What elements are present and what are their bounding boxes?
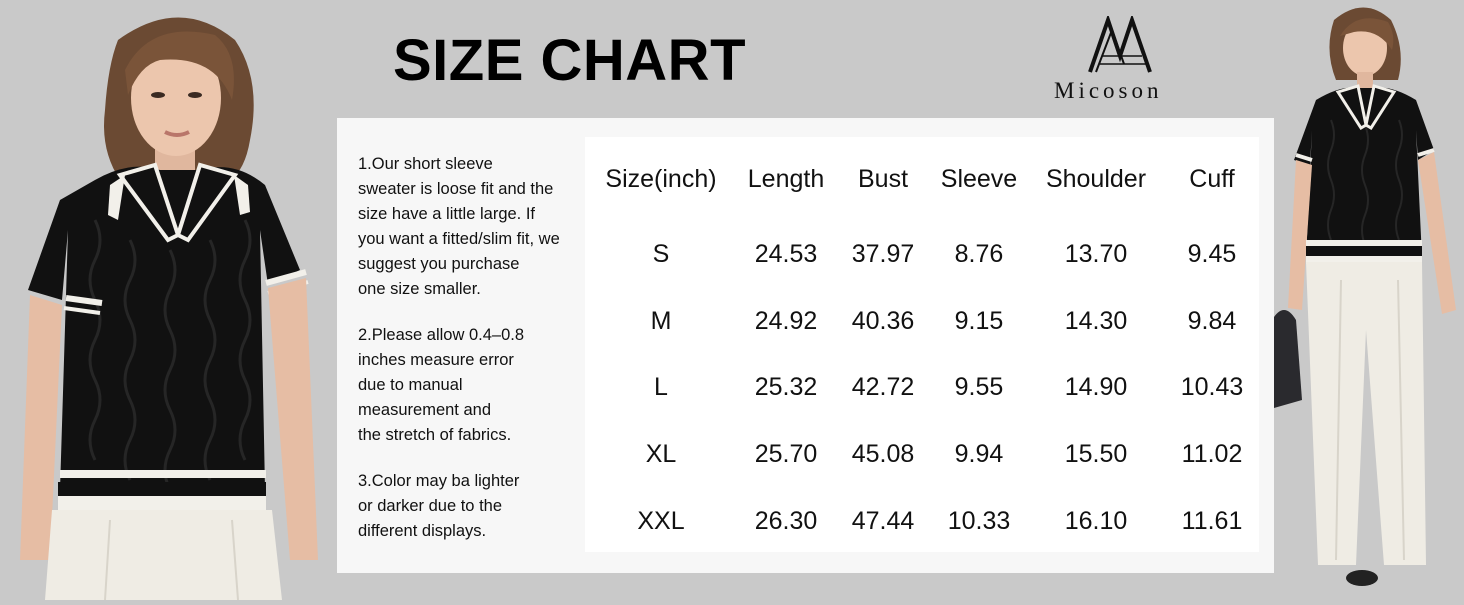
size-table — [585, 137, 1259, 554]
table-header-row — [585, 137, 1259, 221]
cell-bust: 45.08 — [851, 439, 915, 468]
table-row — [585, 221, 1259, 288]
note-line: suggest you purchase — [358, 255, 520, 273]
table-row — [585, 288, 1259, 355]
cell-shoulder: 14.90 — [1064, 373, 1128, 402]
cell-shoulder: 14.30 — [1064, 306, 1128, 335]
note-line: 1.Our short sleeve — [358, 155, 493, 173]
header-size: Size(inch) — [605, 164, 717, 193]
cell-sleeve: 10.33 — [947, 506, 1011, 535]
note-line: due to manual — [358, 376, 463, 394]
table-row — [585, 354, 1259, 421]
note-line: or darker due to the — [358, 497, 503, 515]
note-line: measurement and — [358, 401, 491, 419]
cell-cuff: 11.61 — [1181, 506, 1243, 535]
sizing-notes — [358, 152, 583, 565]
note-fit — [358, 152, 583, 302]
header-shoulder: Shoulder — [1045, 164, 1147, 193]
note-line: 2.Please allow 0.4–0.8 — [358, 326, 525, 344]
cell-bust: 37.97 — [851, 239, 915, 268]
note-line: one size smaller. — [358, 280, 481, 298]
header-sleeve: Sleeve — [940, 164, 1018, 193]
left-model-image — [0, 0, 330, 600]
cell-bust: 40.36 — [851, 306, 915, 335]
cell-shoulder: 16.10 — [1064, 506, 1128, 535]
cell-shoulder: 13.70 — [1064, 239, 1128, 268]
cell-cuff: 11.02 — [1181, 439, 1243, 468]
cell-sleeve: 9.55 — [954, 373, 1004, 402]
cell-sleeve: 8.76 — [954, 239, 1004, 268]
cell-bust: 47.44 — [851, 506, 915, 535]
header-length: Length — [747, 164, 825, 193]
note-line: 3.Color may ba lighter — [358, 472, 520, 490]
cell-length: 24.92 — [754, 306, 818, 335]
cell-cuff: 9.45 — [1187, 239, 1237, 268]
cell-bust: 42.72 — [851, 373, 915, 402]
cell-sleeve: 9.15 — [954, 306, 1004, 335]
cell-shoulder: 15.50 — [1064, 439, 1128, 468]
size-table-container — [585, 137, 1259, 552]
note-line: different displays. — [358, 522, 487, 540]
brand-name: Micoson — [1054, 78, 1163, 103]
note-line: size have a little large. If — [358, 205, 536, 223]
cell-cuff: 10.43 — [1180, 373, 1244, 402]
cell-size: XL — [645, 439, 677, 468]
cell-size: M — [650, 306, 672, 335]
cell-size: S — [652, 239, 670, 268]
table-row — [585, 488, 1259, 555]
cell-length: 24.53 — [754, 239, 818, 268]
cell-cuff: 9.84 — [1187, 306, 1237, 335]
table-row — [585, 421, 1259, 488]
cell-length: 25.32 — [754, 373, 818, 402]
cell-sleeve: 9.94 — [954, 439, 1004, 468]
note-line: inches measure error — [358, 351, 514, 369]
brand-logo — [1048, 16, 1198, 108]
right-model-image — [1266, 0, 1464, 600]
cell-size: L — [654, 373, 668, 402]
header-bust: Bust — [857, 164, 909, 193]
header-cuff: Cuff — [1189, 164, 1235, 193]
cell-size: XXL — [637, 506, 685, 535]
note-measure-error — [358, 323, 583, 448]
note-line: the stretch of fabrics. — [358, 426, 512, 444]
micoson-logo-icon — [1086, 16, 1158, 76]
note-line: you want a fitted/slim fit, we — [358, 230, 560, 248]
note-line: sweater is loose fit and the — [358, 180, 554, 198]
note-color — [358, 469, 583, 544]
cell-length: 26.30 — [754, 506, 818, 535]
cell-length: 25.70 — [754, 439, 818, 468]
page-title: SIZE CHART — [393, 28, 746, 93]
